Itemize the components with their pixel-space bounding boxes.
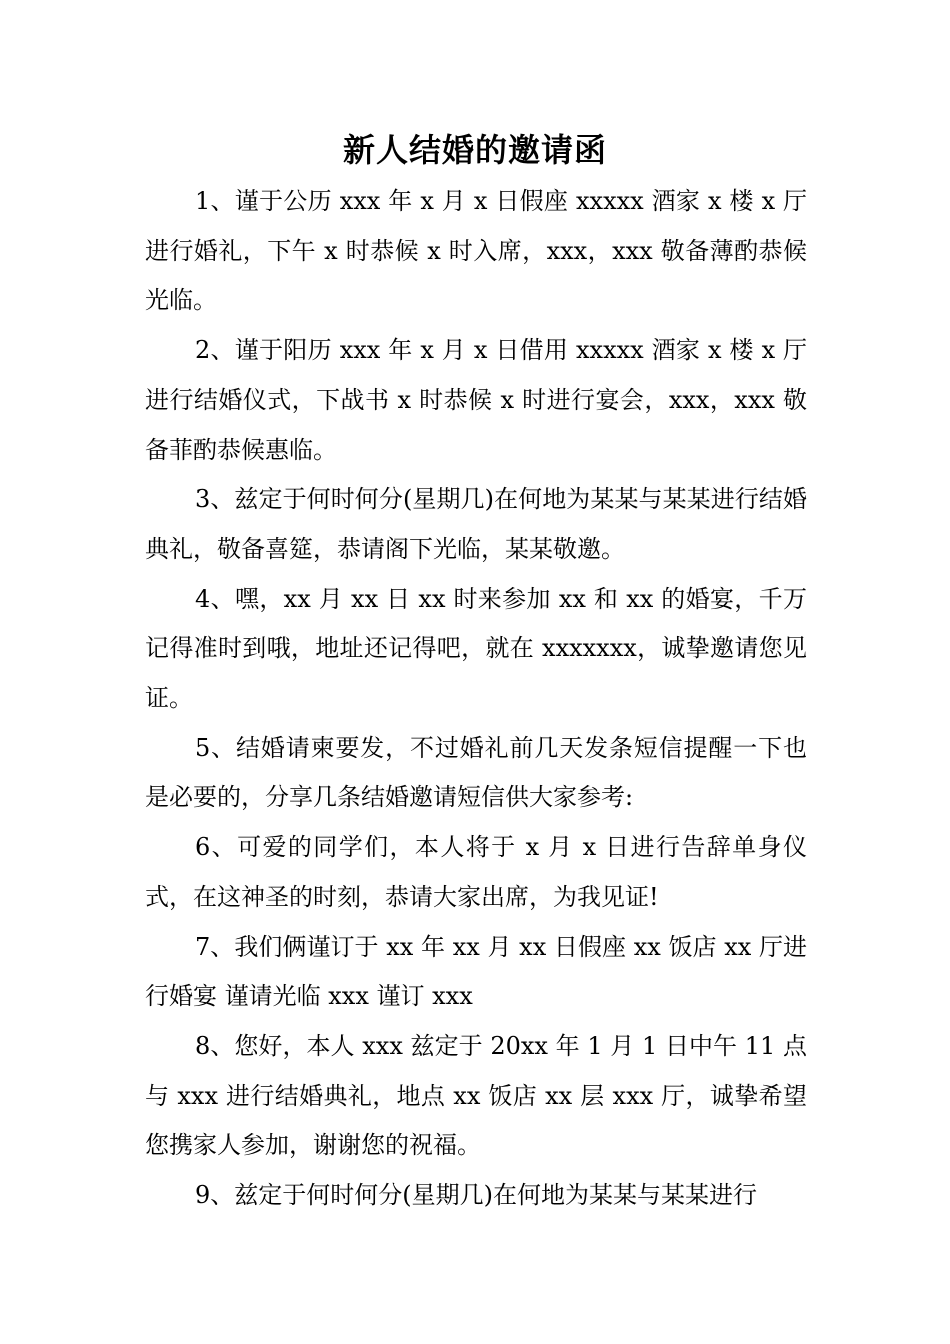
paragraph-9: 9、兹定于何时何分(星期几)在何地为某某与某某进行	[195, 1181, 757, 1210]
paragraph-2: 2、谨于阳历 xxx 年 x 月 x 日借用 xxxxx 酒家 x 楼 x 厅进行结婚仪式，下战书 x 时恭候 x 时进行宴会，xxx，xxx 敬备菲酌恭候惠临。	[145, 336, 807, 464]
paragraph-7: 7、我们俩谨订于 xx 年 xx 月 xx 日假座 xx 饭店 xx 厅进行婚宴 谨请光临 xxx 谨订 xxx	[145, 932, 807, 1011]
paragraph-8: 8、您好，本人 xxx 兹定于 20xx 年 1 月 1 日中午 11 点与 xxx 进行结婚典礼，地点 xx 饭店 xx 层 xxx 厅，诚挚希望您携家人参加，谢谢您的祝福。	[145, 1031, 807, 1160]
document-body	[145, 177, 807, 1221]
document-title: 新人结婚的邀请函	[342, 131, 607, 169]
paragraph-3: 3、兹定于何时何分(星期几)在何地为某某与某某进行结婚典礼，敬备喜筵，恭请阁下光临，某某敬邀。	[145, 485, 807, 563]
paragraph-5: 5、结婚请柬要发，不过婚礼前几天发条短信提醒一下也是必要的，分享几条结婚邀请短信供大家参考:	[145, 733, 807, 812]
paragraph-6: 6、可爱的同学们，本人将于 x 月 x 日进行告辞单身仪式，在这神圣的时刻，恭请大家出席，为我见证!	[145, 833, 807, 911]
paragraph-4: 4、嘿，xx 月 xx 日 xx 时来参加 xx 和 xx 的婚宴，千万记得准时到哦，地址还记得吧，就在 xxxxxxx，诚挚邀请您见证。	[145, 584, 807, 713]
paragraph-1: 1、谨于公历 xxx 年 x 月 x 日假座 xxxxx 酒家 x 楼 x 厅进行婚礼，下午 x 时恭候 x 时入席，xxx，xxx 敬备薄酌恭候光临。	[145, 187, 807, 315]
